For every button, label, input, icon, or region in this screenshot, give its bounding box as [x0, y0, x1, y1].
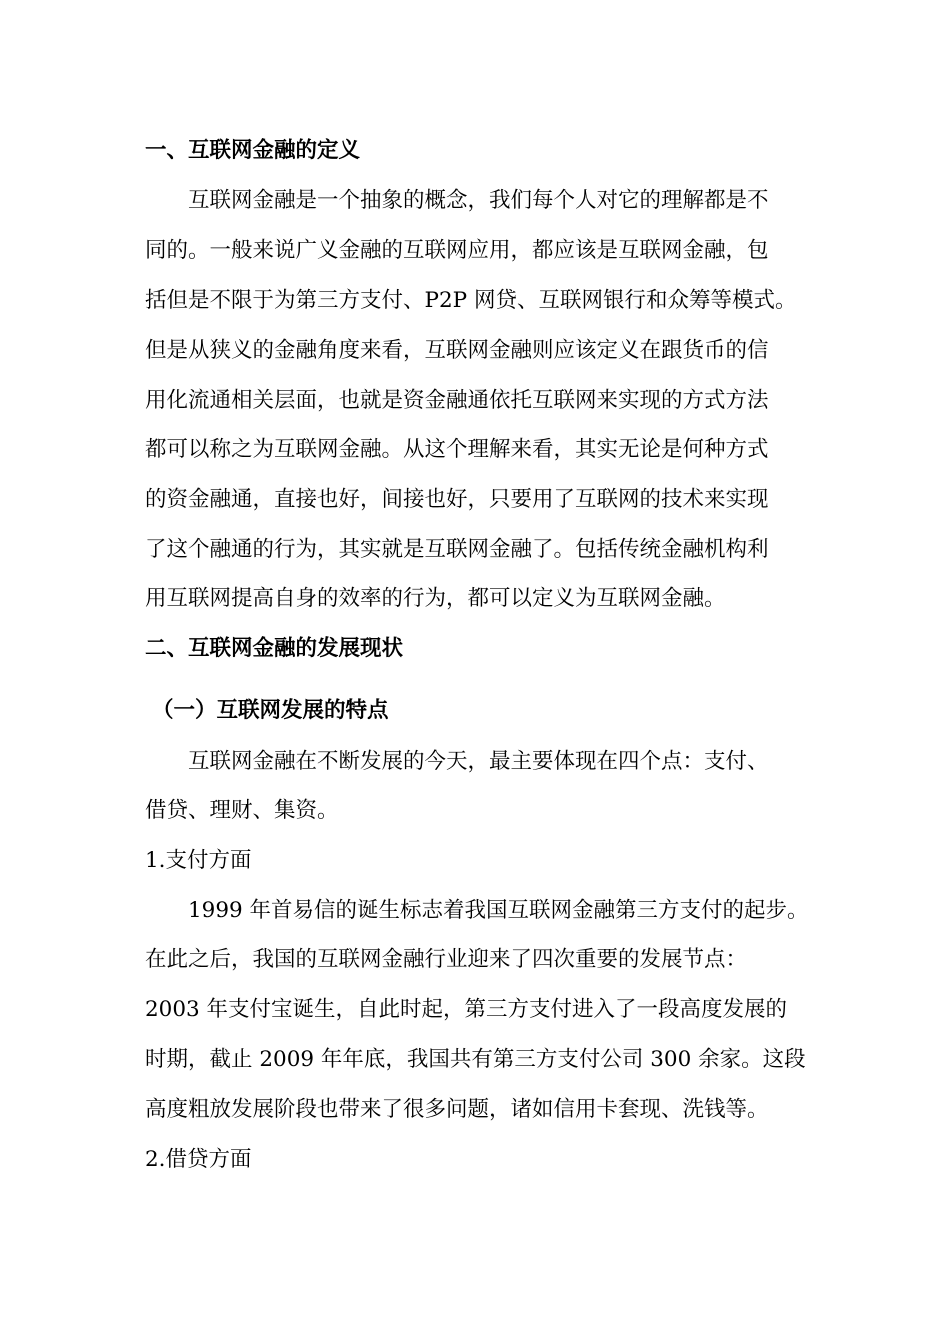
- paragraph-line: 高度粗放发展阶段也带来了很多问题，诸如信用卡套现、洗钱等。: [145, 1097, 769, 1122]
- section-heading-status: 二、互联网金融的发展现状: [145, 636, 404, 661]
- subsection-heading: （一）互联网发展的特点: [152, 698, 389, 723]
- paragraph-line: 括但是不限于为第三方支付、P2P 网贷、互联网银行和众筹等模式。: [145, 288, 797, 313]
- paragraph-line: 但是从狭义的金融角度来看，互联网金融则应该定义在跟货币的信: [145, 338, 769, 363]
- paragraph-line: 了这个融通的行为，其实就是互联网金融了。包括传统金融机构利: [145, 537, 769, 562]
- paragraph-line: 在此之后，我国的互联网金融行业迎来了四次重要的发展节点：: [145, 947, 748, 972]
- paragraph-line: 2003 年支付宝诞生，自此时起，第三方支付进入了一段高度发展的: [145, 997, 788, 1022]
- section-heading-definition: 一、互联网金融的定义: [145, 138, 361, 163]
- paragraph-line: 用互联网提高自身的效率的行为，都可以定义为互联网金融。: [145, 586, 726, 611]
- paragraph-line: 时期，截止 2009 年年底，我国共有第三方支付公司 300 余家。这段: [145, 1047, 806, 1072]
- paragraph-line: 借贷、理财、集资。: [145, 798, 339, 823]
- paragraph-line: 都可以称之为互联网金融。从这个理解来看，其实无论是何种方式: [145, 437, 769, 462]
- paragraph-line: 1999 年首易信的诞生标志着我国互联网金融第三方支付的起步。: [188, 898, 809, 923]
- paragraph-line: 互联网金融是一个抽象的概念，我们每个人对它的理解都是不: [188, 188, 769, 213]
- paragraph-line: 同的。一般来说广义金融的互联网应用，都应该是互联网金融，包: [145, 238, 769, 263]
- item-title-lending: 2.借贷方面: [145, 1147, 252, 1172]
- paragraph-line: 用化流通相关层面，也就是资金融通依托互联网来实现的方式方法: [145, 388, 769, 413]
- paragraph-line: 互联网金融在不断发展的今天，最主要体现在四个点：支付、: [188, 749, 769, 774]
- item-title-payment: 1.支付方面: [145, 848, 252, 873]
- paragraph-line: 的资金融通，直接也好，间接也好，只要用了互联网的技术来实现: [145, 487, 769, 512]
